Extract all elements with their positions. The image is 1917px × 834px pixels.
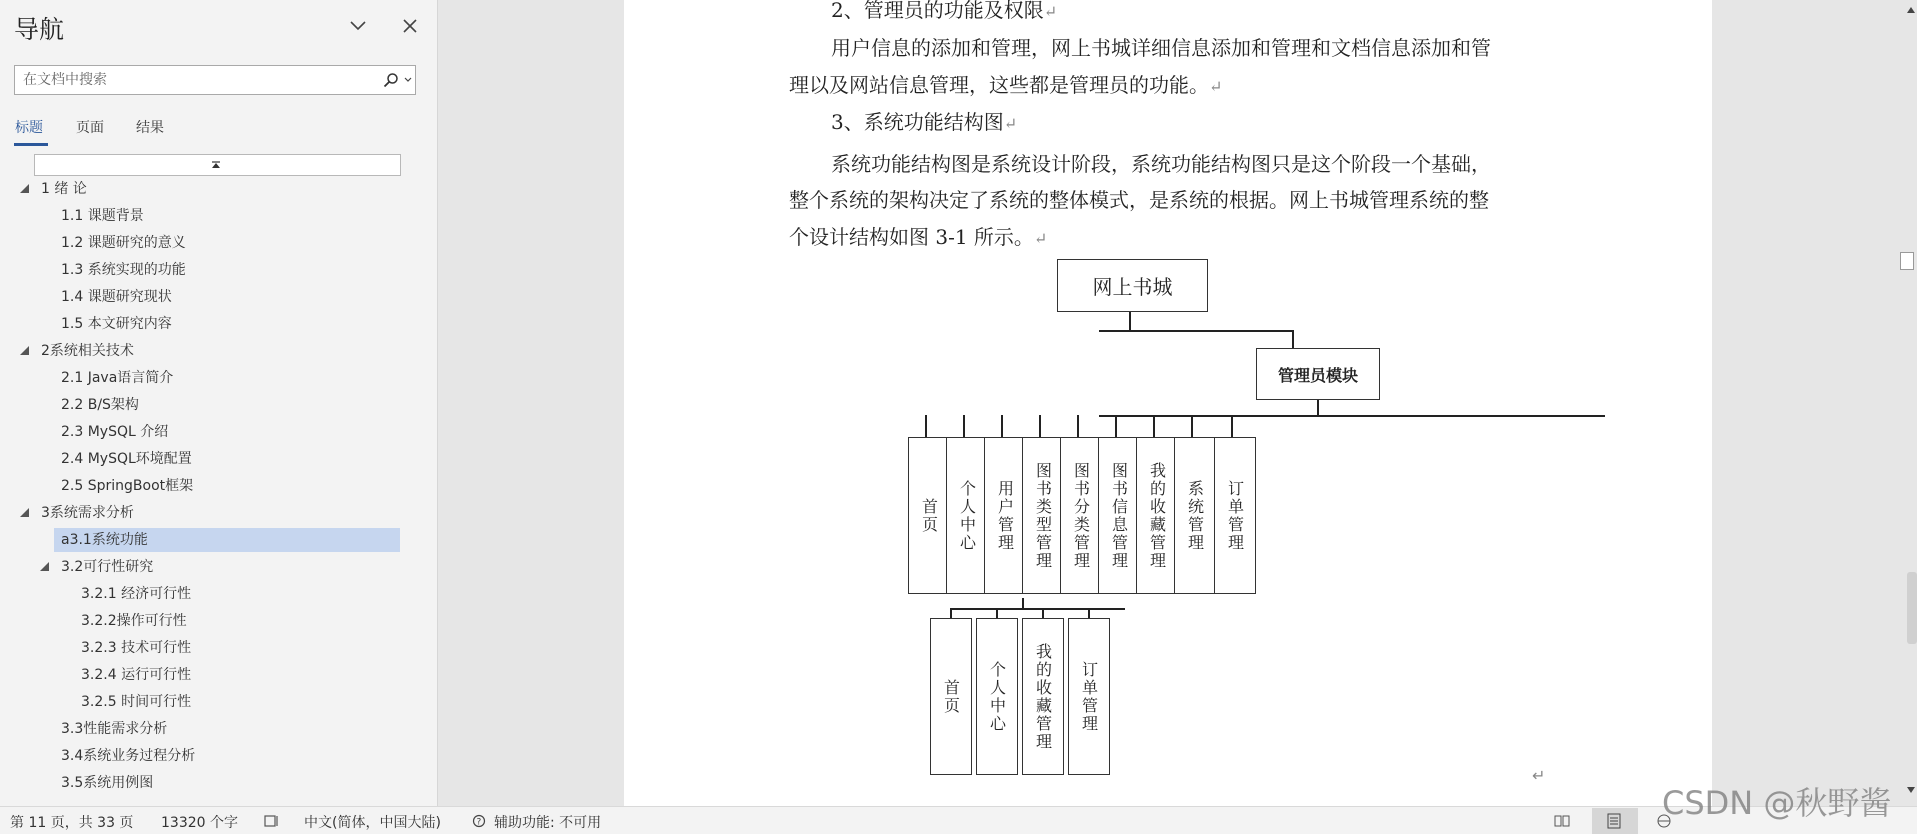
document-page[interactable] <box>624 0 1712 806</box>
chart-connector <box>1231 415 1233 437</box>
accessibility-icon[interactable] <box>472 813 488 829</box>
status-bar <box>0 806 1917 834</box>
expanded-arrow-icon[interactable] <box>40 562 49 571</box>
chart-user-child-box: 首页 <box>930 618 972 775</box>
chart-connector <box>950 608 1125 610</box>
search-input[interactable] <box>23 66 383 94</box>
paragraph-line: 整个系统的架构决定了系统的整体模式，是系统的根据。网上书城管理系统的整 <box>789 188 1489 212</box>
nav-title: 导航 <box>14 15 65 44</box>
search-box <box>14 65 416 95</box>
paragraph-line: 系统功能结构图是系统设计阶段，系统功能结构图只是这个阶段一个基础， <box>831 152 1491 176</box>
chart-connector <box>996 608 998 618</box>
word-count[interactable]: 13320 个字 <box>161 815 238 831</box>
chart-admin-box: 管理员模块 <box>1256 348 1380 400</box>
tab-headings[interactable]: 标题 <box>15 120 43 136</box>
tab-results[interactable]: 结果 <box>136 120 164 136</box>
chart-connector <box>1099 415 1605 417</box>
chart-user-child-box: 个人中心 <box>976 618 1018 775</box>
chart-user-child-box: 订单管理 <box>1068 618 1110 775</box>
chart-user-child-box: 我的收藏管理 <box>1022 618 1064 775</box>
tree-item[interactable]: 3.2.1 经济可行性 <box>81 586 192 602</box>
tree-item[interactable]: 2.4 MySQL环境配置 <box>61 451 192 467</box>
language-indicator[interactable]: 中文(简体，中国大陆) <box>304 815 441 831</box>
scroll-up-arrow-icon[interactable] <box>1906 6 1916 14</box>
scroll-down-arrow-icon[interactable] <box>1906 786 1916 794</box>
paragraph-line: 用户信息的添加和管理，网上书城详细信息添加和管理和文档信息添加和管 <box>831 36 1491 60</box>
chart-connector <box>1317 400 1319 416</box>
tree-item[interactable]: 1.5 本文研究内容 <box>61 316 172 332</box>
vertical-scrollbar-thumb[interactable] <box>1907 572 1917 644</box>
chart-connector <box>1292 330 1294 348</box>
tree-item[interactable]: 3系统需求分析 <box>41 505 134 521</box>
print-layout-icon[interactable] <box>1606 813 1622 829</box>
chart-admin-child-box: 我的收藏管理 <box>1136 437 1178 594</box>
chart-connector <box>1115 415 1117 437</box>
chart-root-box: 网上书城 <box>1057 259 1208 312</box>
chart-connector <box>1088 608 1090 618</box>
chart-admin-child-box: 用户管理 <box>984 437 1026 594</box>
tree-item[interactable]: 2.1 Java语言简介 <box>61 370 174 386</box>
tree-item[interactable]: 1.4 课题研究现状 <box>61 289 172 305</box>
tree-item-selected[interactable]: a3.1系统功能 <box>61 532 148 548</box>
search-icon[interactable] <box>383 72 399 88</box>
chart-connector <box>1042 608 1044 618</box>
dropdown-arrow-icon[interactable] <box>403 75 413 85</box>
active-tab-indicator <box>14 143 48 146</box>
paragraph-mark: ↵ <box>1043 2 1058 21</box>
svg-text:?: ? <box>476 817 482 828</box>
tree-item[interactable]: 3.2.4 运行可行性 <box>81 667 192 683</box>
chart-connector <box>1077 415 1079 437</box>
tree-item[interactable]: 1.3 系统实现的功能 <box>61 262 186 278</box>
chart-connector <box>1191 415 1193 437</box>
chart-connector <box>1129 312 1131 331</box>
chart-connector <box>1099 330 1293 332</box>
tree-item[interactable]: 3.5系统用例图 <box>61 775 154 789</box>
tree-item[interactable]: 3.2.2操作可行性 <box>81 613 187 629</box>
tree-item[interactable]: 2.2 B/S架构 <box>61 397 139 413</box>
scroll-to-top-button[interactable] <box>34 154 401 176</box>
tree-item[interactable]: 3.2可行性研究 <box>61 559 154 575</box>
paragraph-mark: ↵ <box>1532 766 1546 785</box>
expanded-arrow-icon[interactable] <box>20 184 29 193</box>
chart-connector <box>1001 415 1003 437</box>
tree-item[interactable]: 2.3 MySQL 介绍 <box>61 424 169 440</box>
tree-item[interactable]: 1 绪 论 <box>41 181 87 197</box>
accessibility-status[interactable]: 辅助功能: 不可用 <box>494 815 602 831</box>
paragraph-mark: ↵ <box>1209 77 1223 96</box>
chart-admin-child-box: 系统管理 <box>1174 437 1216 594</box>
chart-admin-child-box: 图书信息管理 <box>1098 437 1140 594</box>
chart-connector <box>950 608 952 618</box>
tree-item[interactable]: 3.2.3 技术可行性 <box>81 640 192 656</box>
chart-admin-child-box: 个人中心 <box>946 437 988 594</box>
navigation-pane <box>0 0 438 806</box>
expanded-arrow-icon[interactable] <box>20 508 29 517</box>
tree-item[interactable]: 3.2.5 时间可行性 <box>81 694 192 710</box>
chart-admin-child-box: 图书类型管理 <box>1022 437 1064 594</box>
expanded-arrow-icon[interactable] <box>20 346 29 355</box>
chart-connector <box>1022 598 1024 610</box>
paragraph-mark: ↵ <box>1033 229 1048 248</box>
paragraph-line: 个设计结构如图 3-1 所示。↵ <box>789 225 1048 249</box>
chart-connector <box>1153 415 1155 437</box>
tree-item[interactable]: 3.3性能需求分析 <box>61 721 168 737</box>
chart-connector <box>1039 415 1041 437</box>
chart-admin-child-box: 首页 <box>908 437 950 594</box>
proofing-icon[interactable] <box>264 813 280 829</box>
heading-function-chart: 3、系统功能结构图↵ <box>831 110 1018 134</box>
chart-connector <box>963 415 965 437</box>
tree-item[interactable]: 1.2 课题研究的意义 <box>61 235 186 251</box>
chevron-down-icon[interactable] <box>346 14 370 38</box>
close-icon[interactable] <box>398 14 422 38</box>
ruler-marker <box>1900 252 1914 270</box>
paragraph-line: 理以及网站信息管理，这些都是管理员的功能。↵ <box>789 73 1223 97</box>
heading-admin-permissions: 2、管理员的功能及权限↵ <box>831 0 1058 22</box>
chart-admin-child-box: 订单管理 <box>1214 437 1256 594</box>
watermark: CSDN @秋野酱 <box>1662 784 1892 822</box>
chart-admin-child-box: 图书分类管理 <box>1060 437 1102 594</box>
chart-connector <box>925 415 927 437</box>
paragraph-mark: ↵ <box>1003 114 1018 133</box>
tree-item[interactable]: 2系统相关技术 <box>41 343 134 359</box>
page-count[interactable]: 第 11 页，共 33 页 <box>10 815 134 831</box>
tree-item[interactable]: 3.4系统业务过程分析 <box>61 748 196 764</box>
tab-pages[interactable]: 页面 <box>76 120 104 136</box>
read-mode-icon[interactable] <box>1554 813 1570 829</box>
tree-item[interactable]: 2.5 SpringBoot框架 <box>61 478 194 494</box>
scroll-up-icon <box>212 161 220 169</box>
tree-item[interactable]: 1.1 课题背景 <box>61 208 144 224</box>
